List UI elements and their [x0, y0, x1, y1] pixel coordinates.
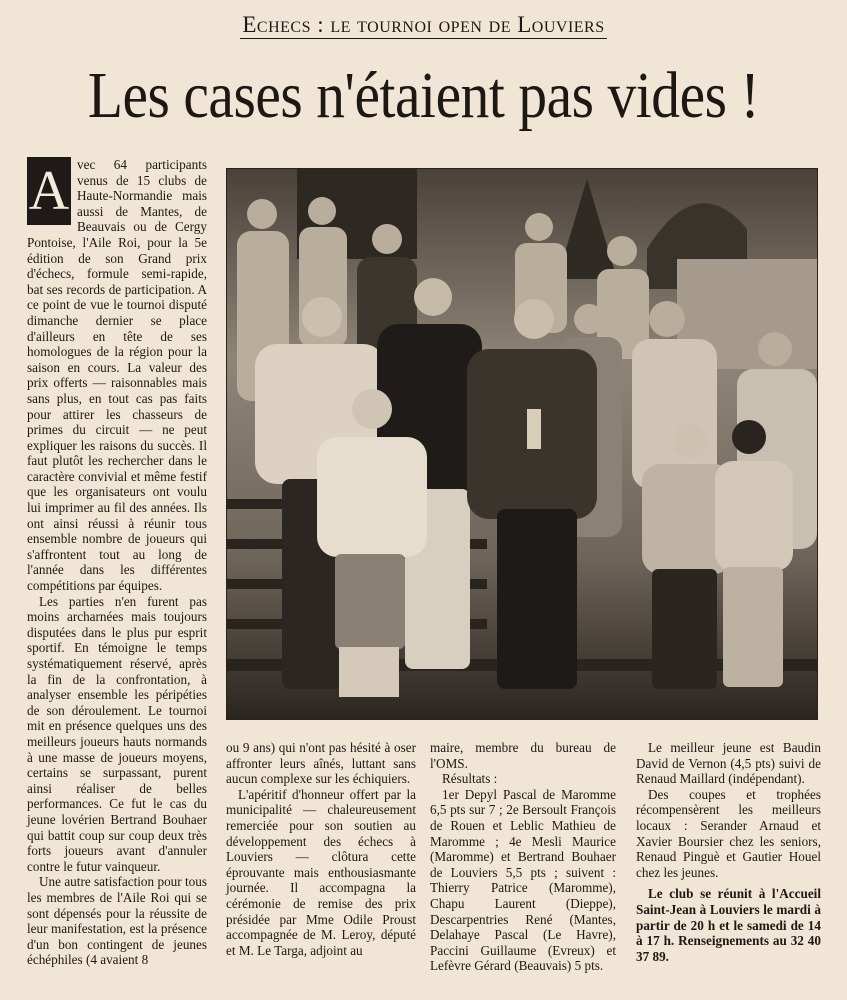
paragraph: Les parties n'en furent pas moins archarnées mais toujours disputées dans le plus pur esprit sportif. En témoigne le temps systématiquement réservé, après la fin de la confrontation, à analyser ensemble les péripéties de son déroulement. Le tournoi mit en présence quelques uns des meilleurs joueurs hauts normands à une masse de joueurs moyens, certains se surpassant, purent ainsi réaliser de belles performances. Ce fut le cas du jeune lovérien Bertrand Bouhaer qui battit coup sur coup deux très forts joueurs avant d'annuler contre le futur vainqueur.: [27, 593, 207, 874]
paragraph: Le meilleur jeune est Baudin David de Vernon (4,5 pts) suivi de Renaud Maillard (indépendant).: [636, 740, 821, 787]
article-column-4: [636, 740, 821, 964]
lead-paragraph: [27, 157, 207, 594]
headline: Les cases n'étaient pas vides !: [87, 59, 760, 132]
group-photo: [226, 168, 818, 720]
kicker-text: Echecs : le tournoi open de Louviers: [242, 12, 605, 37]
lead-text: vec 64 participants venus de 15 clubs de Haute-Normandie mais aussi de Mantes, de Beauvais ou de Cergy Pontoise, l'Aile Roi, pour la 5e édition de son Grand prix d'échecs, formule semi-rapide, bat ses records de participation. A ce point de vue le tournoi disputé dimanche dernier se place d'ailleurs en tête de ses homologues de la région pour la saison en cours. La valeur des prix offerts — raisonnables mais sans plus, en tout cas pas faits pour attirer les chasseurs de primes du circuit — ne peut expliquer les raisons du succès. Il faut plutôt les rechercher dans le caractère convivial et même festif que les organisateurs ont voulu lui imprimer au fil des années. Ils ont ainsi réussi à réunir tous ensemble nombre de joueurs qui s'affrontent tout au long de l'année dans les différentes compétitions par équipes.: [27, 157, 207, 594]
results-heading: Résultats :: [442, 771, 498, 787]
section-kicker: [0, 12, 847, 38]
article-column-3: [430, 740, 616, 974]
paragraph: Des coupes et trophées récompensèrent les meilleurs locaux : Serander Arnaud et Xavier Boursier chez les seniors, Renaud Pinguè et Gautier Houel chez les jeunes.: [636, 786, 821, 880]
club-info: Le club se réunit à l'Accueil Saint-Jean à Louviers le mardi à partir de 20 h et le samedi de 14 à 17 h. Renseignements au 32 40 37 89.: [636, 886, 821, 964]
article-column-1: [27, 157, 207, 968]
drop-cap: A: [27, 157, 71, 225]
group-photo-illustration: [227, 169, 817, 719]
article-column-2: [226, 740, 416, 958]
paragraph: maire, membre du bureau de l'OMS.: [430, 740, 616, 771]
results-paragraph: 1er Depyl Pascal de Maromme 6,5 pts sur 7 ; 2e Bersoult François de Rouen et Leblic Mathieu de Maromme ; 4e Mesli Maurice (Maromme) et Bertrand Bouhaer de Louviers 5,5 pts ; suivent : Thierry Patrice (Maromme), Chapu Laurent (Dieppe), Descarpentries René (Mantes, Delahaye Pascal (Le Havre), Paccini Guillaume (Evreux) et Lefèvre Gérard (Beauvais) 5 pts.: [430, 786, 616, 974]
paragraph: ou 9 ans) qui n'ont pas hésité à oser affronter leurs aînés, luttant sans aucun complexe sur les échiquiers.: [226, 740, 416, 787]
paragraph: Une autre satisfaction pour tous les membres de l'Aile Roi qui se sont dépensés pour la réussite de leur manifestation, est la présence d'un bon contingent de jeunes échéphiles (4 avaient 8: [27, 874, 207, 968]
paragraph: L'apéritif d'honneur offert par la municipalité — chaleureusement remerciée pour son soutien au développement des échecs à Louviers — clôtura cette éprouvante mais enthousiasmante journée. Il accompagna la cérémonie de remise des prix présidée par Mme Odile Proust accompagnée de M. Leroy, député et M. Le Targa, adjoint au: [226, 786, 416, 958]
